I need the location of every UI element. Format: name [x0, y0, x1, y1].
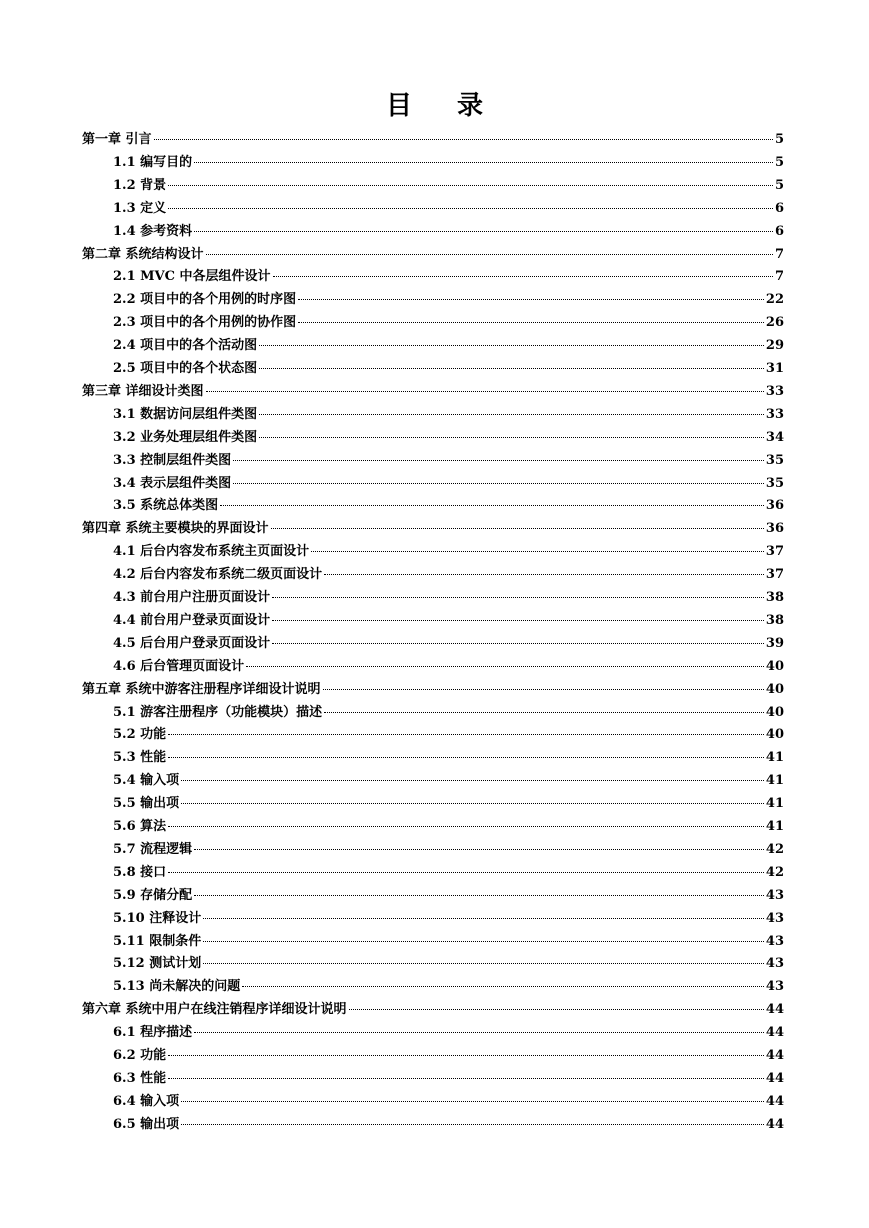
toc-section-entry[interactable] — [113, 954, 784, 974]
toc-dot-leader — [259, 414, 764, 415]
toc-section-entry[interactable] — [113, 863, 784, 883]
toc-section-entry[interactable] — [113, 565, 784, 585]
toc-dot-leader — [324, 712, 764, 713]
toc-entry-label: 4.6 后台管理页面设计 — [113, 658, 245, 674]
toc-entry-label: 6.4 输入项 — [113, 1093, 180, 1109]
toc-section-entry[interactable] — [113, 199, 784, 219]
toc-section-entry[interactable] — [113, 794, 784, 814]
toc-dot-leader — [181, 780, 764, 781]
toc-entry-label: 5.10 注释设计 — [113, 910, 202, 926]
toc-entry-page-number: 7 — [774, 246, 784, 262]
toc-section-entry[interactable] — [113, 496, 784, 516]
toc-entry-page-number: 7 — [774, 269, 784, 285]
toc-entry-label: 5.12 测试计划 — [113, 956, 202, 972]
toc-chapter-entry[interactable] — [82, 680, 784, 700]
toc-entry-page-number: 44 — [765, 1048, 784, 1063]
toc-dot-leader — [242, 986, 764, 987]
toc-dot-leader — [181, 1101, 764, 1102]
toc-entry-label: 2.5 项目中的各个状态图 — [113, 361, 258, 376]
toc-dot-leader — [246, 666, 764, 667]
toc-entry-page-number: 5 — [774, 132, 784, 147]
toc-entry-label: 第三章 详细设计类图 — [82, 383, 204, 399]
toc-entry-label: 6.1 程序描述 — [113, 1025, 193, 1041]
toc-dot-leader — [220, 505, 764, 506]
toc-dot-leader — [323, 689, 764, 690]
toc-dot-leader — [194, 1032, 764, 1033]
toc-entry-label: 5.4 输入项 — [113, 773, 180, 789]
toc-entry-label: 5.1 游客注册程序（功能模块）描述 — [113, 704, 323, 720]
toc-chapter-entry[interactable] — [82, 519, 784, 539]
toc-entry-label: 6.5 输出项 — [113, 1116, 180, 1132]
toc-entry-page-number: 5 — [774, 177, 784, 193]
toc-entry-page-number: 6 — [774, 223, 784, 239]
toc-dot-leader — [298, 322, 764, 323]
toc-entry-page-number: 37 — [765, 544, 784, 560]
toc-entry-page-number: 40 — [765, 704, 784, 720]
toc-section-entry[interactable] — [113, 588, 784, 608]
toc-dot-leader — [203, 963, 764, 964]
toc-section-entry[interactable] — [113, 657, 784, 677]
toc-section-entry[interactable] — [113, 542, 784, 562]
toc-entry-page-number: 43 — [765, 956, 784, 972]
toc-entry-label: 4.2 后台内容发布系统二级页面设计 — [113, 567, 323, 583]
toc-entry-label: 4.4 前台用户登录页面设计 — [113, 612, 271, 628]
toc-dot-leader — [233, 483, 764, 484]
toc-section-entry[interactable] — [113, 1115, 784, 1135]
toc-entry-page-number: 42 — [765, 864, 784, 880]
toc-section-entry[interactable] — [113, 932, 784, 952]
toc-section-entry[interactable] — [113, 428, 784, 448]
toc-section-entry[interactable] — [113, 771, 784, 791]
toc-section-entry[interactable] — [113, 977, 784, 997]
toc-entry-page-number: 36 — [765, 521, 784, 537]
toc-entry-page-number: 35 — [765, 452, 784, 468]
toc-dot-leader — [259, 345, 764, 346]
toc-chapter-entry[interactable] — [82, 245, 784, 265]
toc-entry-label: 3.2 业务处理层组件类图 — [113, 429, 258, 445]
toc-entry-label: 5.5 输出项 — [113, 796, 180, 812]
toc-entry-page-number: 33 — [765, 406, 784, 422]
toc-dot-leader — [272, 643, 764, 644]
toc-entry-page-number: 26 — [765, 315, 784, 331]
toc-entry-label: 5.7 流程逻辑 — [113, 841, 193, 857]
toc-entry-page-number: 29 — [765, 338, 784, 354]
toc-dot-leader — [154, 139, 773, 140]
toc-dot-leader — [311, 551, 764, 552]
toc-entry-page-number: 6 — [774, 200, 784, 216]
toc-entry-page-number: 41 — [765, 773, 784, 789]
toc-section-entry[interactable] — [113, 748, 784, 768]
toc-dot-leader — [194, 231, 773, 232]
toc-entry-label: 1.3 定义 — [113, 200, 167, 216]
toc-dot-leader — [259, 437, 764, 438]
toc-section-entry[interactable] — [113, 1092, 784, 1112]
toc-chapter-entry[interactable] — [82, 130, 784, 150]
toc-entry-page-number: 35 — [765, 475, 784, 491]
toc-entry-label: 第五章 系统中游客注册程序详细设计说明 — [82, 681, 321, 697]
toc-entry-label: 第四章 系统主要模块的界面设计 — [82, 521, 269, 537]
toc-dot-leader — [168, 734, 764, 735]
toc-dot-leader — [194, 162, 773, 163]
toc-section-entry[interactable] — [113, 840, 784, 860]
toc-section-entry[interactable] — [113, 176, 784, 196]
toc-entry-page-number: 44 — [765, 1025, 784, 1041]
toc-dot-leader — [271, 528, 764, 529]
toc-section-entry[interactable] — [113, 336, 784, 356]
toc-section-entry[interactable] — [113, 222, 784, 242]
toc-entry-label: 5.3 性能 — [113, 750, 167, 766]
toc-section-entry[interactable] — [113, 1069, 784, 1089]
toc-chapter-entry[interactable] — [82, 1000, 784, 1020]
toc-section-entry[interactable] — [113, 451, 784, 471]
toc-entry-label: 5.9 存储分配 — [113, 887, 193, 903]
toc-entry-page-number: 41 — [765, 796, 784, 812]
toc-entry-label: 5.2 功能 — [113, 727, 167, 743]
toc-entry-page-number: 44 — [765, 1093, 784, 1109]
toc-entry-label: 4.3 前台用户注册页面设计 — [113, 590, 271, 605]
toc-entry-label: 5.11 限制条件 — [113, 933, 202, 949]
toc-dot-leader — [298, 299, 764, 300]
toc-section-entry[interactable] — [113, 290, 784, 310]
toc-entry-label: 6.3 性能 — [113, 1070, 167, 1086]
toc-entry-page-number: 44 — [765, 1070, 784, 1086]
toc-dot-leader — [206, 254, 773, 255]
toc-dot-leader — [272, 597, 764, 598]
toc-entry-label: 2.3 项目中的各个用例的协作图 — [113, 315, 297, 331]
toc-entry-label: 1.4 参考资料 — [113, 223, 193, 239]
toc-dot-leader — [168, 826, 764, 827]
toc-entry-page-number: 36 — [765, 498, 784, 514]
toc-entry-page-number: 43 — [765, 887, 784, 903]
toc-entry-label: 第二章 系统结构设计 — [82, 246, 204, 262]
toc-entry-label: 第六章 系统中用户在线注销程序详细设计说明 — [82, 1002, 347, 1018]
toc-dot-leader — [168, 757, 764, 758]
toc-dot-leader — [168, 1078, 764, 1079]
toc-section-entry[interactable] — [113, 1023, 784, 1043]
toc-entry-page-number: 40 — [765, 681, 784, 697]
toc-section-entry[interactable] — [113, 725, 784, 745]
toc-dot-leader — [194, 849, 764, 850]
toc-entry-page-number: 33 — [765, 383, 784, 399]
toc-entry-page-number: 5 — [774, 154, 784, 170]
toc-dot-leader — [194, 895, 764, 896]
toc-section-entry[interactable] — [113, 634, 784, 654]
toc-entry-page-number: 42 — [765, 841, 784, 857]
toc-section-entry[interactable] — [113, 1046, 784, 1066]
toc-section-entry[interactable] — [113, 886, 784, 906]
toc-dot-leader — [273, 276, 773, 277]
toc-entry-page-number: 41 — [765, 750, 784, 766]
toc-entry-label: 1.2 背景 — [113, 177, 167, 193]
toc-entry-label: 3.1 数据访问层组件类图 — [113, 406, 258, 422]
toc-entry-page-number: 22 — [765, 292, 784, 308]
toc-entry-label: 3.5 系统总体类图 — [113, 498, 219, 514]
toc-section-entry[interactable] — [113, 267, 784, 287]
toc-dot-leader — [168, 1055, 764, 1056]
toc-entry-page-number: 38 — [765, 612, 784, 628]
toc-entry-label: 第一章 引言 — [82, 132, 152, 147]
toc-entry-label: 1.1 编写目的 — [113, 154, 193, 170]
toc-entry-page-number: 40 — [765, 727, 784, 743]
toc-dot-leader — [203, 918, 764, 919]
toc-dot-leader — [181, 1124, 764, 1125]
toc-entry-page-number: 44 — [765, 1116, 784, 1132]
toc-dot-leader — [259, 368, 764, 369]
toc-entry-page-number: 40 — [765, 658, 784, 674]
toc-section-entry[interactable] — [113, 703, 784, 723]
toc-entry-label: 4.1 后台内容发布系统主页面设计 — [113, 544, 310, 560]
toc-dot-leader — [168, 185, 773, 186]
toc-dot-leader — [181, 803, 764, 804]
toc-entry-label: 4.5 后台用户登录页面设计 — [113, 635, 271, 651]
toc-section-entry[interactable] — [113, 611, 784, 631]
toc-entry-page-number: 39 — [765, 635, 784, 651]
toc-entry-page-number: 34 — [765, 429, 784, 445]
toc-entry-label: 5.6 算法 — [113, 819, 167, 834]
toc-section-entry[interactable] — [113, 817, 784, 837]
toc-dot-leader — [206, 391, 764, 392]
toc-entry-label: 2.4 项目中的各个活动图 — [113, 338, 258, 354]
toc-entry-label: 5.13 尚未解决的问题 — [113, 979, 241, 995]
toc-section-entry[interactable] — [113, 474, 784, 494]
toc-entry-page-number: 44 — [765, 1002, 784, 1018]
toc-entry-page-number: 43 — [765, 933, 784, 949]
toc-dot-leader — [349, 1009, 764, 1010]
toc-dot-leader — [168, 872, 764, 873]
toc-section-entry[interactable] — [113, 313, 784, 333]
toc-dot-leader — [272, 620, 764, 621]
toc-entry-page-number: 43 — [765, 979, 784, 995]
toc-dot-leader — [324, 574, 764, 575]
toc-entry-label: 5.8 接口 — [113, 864, 167, 880]
toc-chapter-entry[interactable] — [82, 382, 784, 402]
toc-entry-page-number: 31 — [765, 361, 784, 376]
toc-entry-page-number: 38 — [765, 590, 784, 605]
toc-dot-leader — [233, 460, 764, 461]
toc-section-entry[interactable] — [113, 405, 784, 425]
toc-entry-page-number: 41 — [765, 819, 784, 834]
toc-entry-page-number: 37 — [765, 567, 784, 583]
toc-entry-page-number: 43 — [765, 910, 784, 926]
toc-entry-label: 3.4 表示层组件类图 — [113, 475, 232, 491]
toc-entry-label: 3.3 控制层组件类图 — [113, 452, 232, 468]
toc-section-entry[interactable] — [113, 153, 784, 173]
toc-entry-label: 6.2 功能 — [113, 1048, 167, 1063]
toc-title: 目 录 — [385, 91, 502, 121]
toc-entry-label: 2.2 项目中的各个用例的时序图 — [113, 292, 297, 308]
toc-dot-leader — [203, 941, 764, 942]
toc-section-entry[interactable] — [113, 359, 784, 379]
toc-dot-leader — [168, 208, 773, 209]
toc-entry-label: 2.1 MVC 中各层组件设计 — [113, 269, 271, 285]
toc-section-entry[interactable] — [113, 909, 784, 929]
